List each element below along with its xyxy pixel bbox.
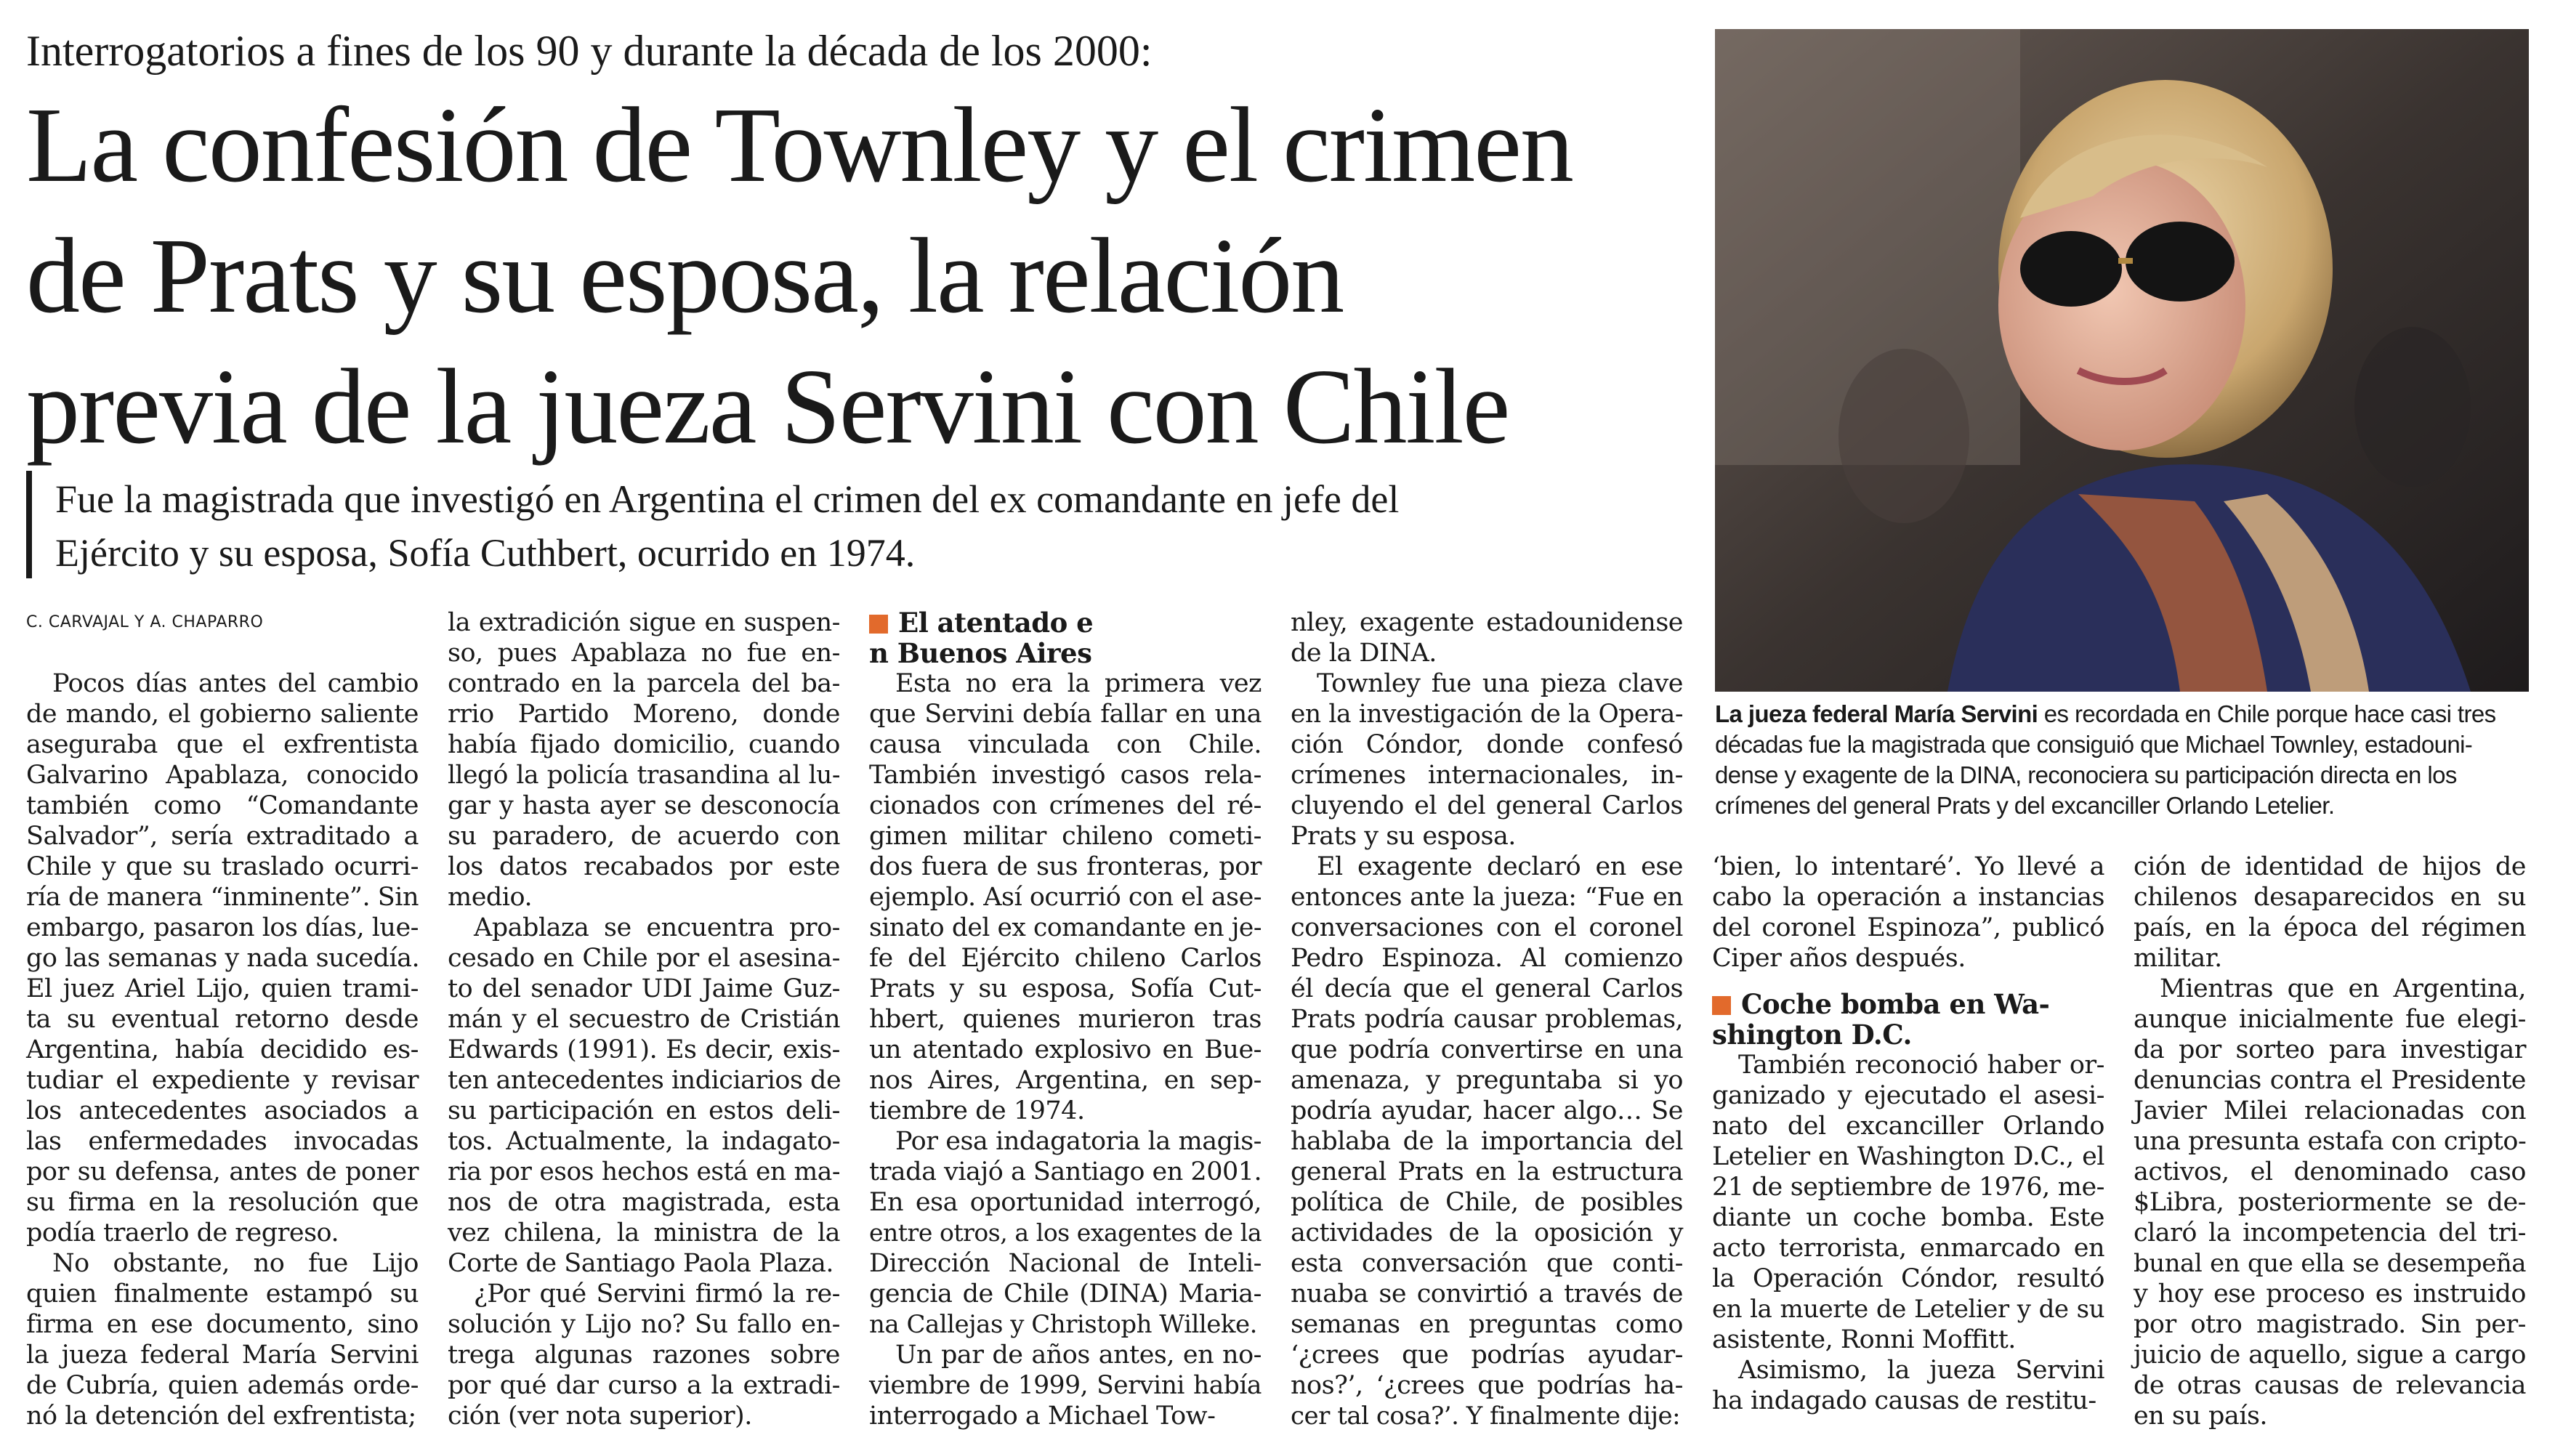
text-line: nos?’, ‘¿crees que podrías ha-	[1291, 1371, 1683, 1400]
text-line: juicio de aquello, sigue a cargo	[2134, 1340, 2526, 1370]
text-line: hablaba de la importancia del	[1291, 1127, 1683, 1156]
text-line: podría ayudar, hacer algo… Se	[1291, 1096, 1683, 1125]
text-line: de Cubría, quien además orde-	[26, 1371, 419, 1400]
text-line: Prats y su esposa, Sofía Cut-	[869, 974, 1262, 1003]
column-3-text	[869, 668, 1262, 1431]
text-line: También reconoció haber or-	[1738, 1051, 2104, 1080]
caption-line: décadas fue la magistrada que consiguió que Michael Townley, estadouni-	[1715, 731, 2473, 758]
text-line: su paradero, de acuerdo con	[448, 822, 840, 851]
text-line: su participación en estos deli-	[448, 1096, 840, 1125]
text-line: ción (ver nota superior).	[448, 1402, 752, 1431]
text-line: amenaza, y preguntaba si yo	[1291, 1066, 1683, 1095]
text-line: Edwards (1991). Es decir, exis-	[448, 1035, 840, 1064]
headline-line: previa de la jueza Servini con Chile	[26, 347, 1509, 466]
text-line: militar.	[2134, 944, 2222, 973]
text-line: actividades de la oposición y	[1291, 1218, 1683, 1247]
text-line: Por esa indagatoria la magis-	[895, 1127, 1262, 1156]
text-line: ejemplo. Así ocurrió con el ase-	[869, 883, 1262, 912]
text-line: chilenos desaparecidos en su	[2134, 883, 2526, 912]
text-line: Chile y que su traslado ocurri-	[26, 852, 419, 881]
column-2-text	[448, 607, 840, 1431]
caption-text: es recordada en Chile porque hace casi tres	[2038, 700, 2496, 727]
text-line: El exagente declaró en ese	[1317, 852, 1683, 881]
text-line: cabo la operación a instancias	[1712, 883, 2104, 912]
subhead-rule	[26, 471, 32, 578]
photo-caption	[1715, 699, 2536, 821]
text-line: había fijado domicilio, cuando	[448, 730, 840, 759]
text-line: mán y el secuestro de Cristián	[448, 1005, 840, 1034]
section-title: El atentado e	[869, 607, 1262, 638]
text-line: trada viajó a Santiago en 2001.	[869, 1157, 1262, 1186]
text-line: trega algunas razones sobre	[448, 1340, 840, 1370]
caption-line: dense y exagente de la DINA, reconociera su participación directa en los	[1715, 761, 2457, 788]
text-line: ría de manera “inminente”. Sin	[26, 883, 419, 912]
column-5-text-a	[1712, 852, 2104, 974]
subhead-line: Fue la magistrada que investigó en Argentina el crimen del ex comandante en jefe del	[55, 477, 1400, 521]
text-line: en la muerte de Letelier y de su	[1712, 1295, 2104, 1324]
text-line: cionados con crímenes del ré-	[869, 791, 1262, 820]
text-line: medio.	[448, 883, 533, 912]
text-line: llegó la policía trasandina al lu-	[448, 761, 840, 790]
text-line: El juez Ariel Lijo, quien trami-	[26, 974, 419, 1003]
article-photo	[1715, 29, 2529, 692]
column-6-text	[2134, 852, 2526, 1431]
text-line: 21 de septiembre de 1976, me-	[1712, 1173, 2104, 1202]
section-marker-icon	[1712, 996, 1731, 1015]
text-line: Salvador”, sería extraditado a	[26, 822, 419, 851]
text-line: fe del Ejército chileno Carlos	[869, 944, 1262, 973]
column-3	[869, 607, 1262, 1431]
text-line: ‘bien, lo intentaré’. Yo llevé a	[1712, 852, 2104, 881]
section-title-line: shington D.C.	[1712, 1019, 1912, 1051]
text-line: solución y Lijo no? Su fallo en-	[448, 1310, 840, 1339]
text-line: En esa oportunidad interrogó,	[869, 1188, 1262, 1217]
text-line: del coronel Espinoza”, publicó	[1712, 913, 2104, 942]
column-6	[2134, 852, 2526, 1431]
text-line: Esta no era la primera vez	[895, 669, 1262, 698]
text-line: Galvarino Apablaza, conocido	[26, 761, 419, 790]
text-line: ta su eventual retorno desde	[26, 1005, 419, 1034]
text-line: y hoy ese proceso es instruido	[2134, 1279, 2526, 1309]
headline-line: La confesión de Townley y el crimen	[26, 86, 1573, 205]
text-line: él decía que el general Carlos	[1291, 974, 1683, 1003]
section-title: Coche bomba en Wa-	[1712, 989, 2104, 1019]
column-4	[1291, 607, 1683, 1431]
text-line: Letelier en Washington D.C., el	[1712, 1142, 2104, 1171]
text-line: sinato del ex comandante en je-	[869, 913, 1262, 942]
text-line: da por sorteo para investigar	[2134, 1035, 2526, 1064]
headline	[26, 80, 1698, 472]
text-line: ción Cóndor, donde confesó	[1291, 730, 1683, 759]
text-line: los datos recabados por este	[448, 852, 840, 881]
text-line: No obstante, no fue Lijo	[52, 1249, 419, 1278]
text-line: los antecedentes asociados a	[26, 1096, 419, 1125]
kicker: Interrogatorios a fines de los 90 y durante la década de los 2000:	[26, 27, 1153, 75]
text-line: dos fuera de sus fronteras, por	[869, 852, 1262, 881]
text-line: también como “Comandante	[26, 791, 419, 820]
text-line: Ciper años después.	[1712, 944, 1966, 973]
column-1	[26, 607, 419, 1431]
column-5-text-b	[1712, 1050, 2104, 1416]
text-line: de la DINA.	[1291, 639, 1437, 668]
text-line: su firma en la resolución que	[26, 1188, 419, 1217]
text-line: por su defensa, antes de poner	[26, 1157, 419, 1186]
text-line: tos. Actualmente, la indagato-	[448, 1127, 840, 1156]
text-line: tudiar el expediente y revisar	[26, 1066, 419, 1095]
column-4-text	[1291, 607, 1683, 1431]
text-line: vez chilena, la ministra de la	[448, 1218, 840, 1247]
text-line: entre otros, a los exagentes de la	[869, 1218, 1262, 1247]
text-line: Argentina, había decidido es-	[26, 1035, 419, 1064]
photo-portrait-icon	[1715, 29, 2529, 692]
text-line: bunal en que ella se desempeña	[2134, 1249, 2526, 1278]
text-line: conversaciones con el coronel	[1291, 913, 1683, 942]
text-line: ción de identidad de hijos de	[2134, 852, 2526, 881]
text-line: Mientras que en Argentina,	[2160, 974, 2526, 1003]
text-line: nley, exagente estadounidense	[1291, 608, 1683, 637]
text-line: esta conversación que conti-	[1291, 1249, 1683, 1278]
text-line: país, en la época del régimen	[2134, 913, 2526, 942]
text-line: Pocos días antes del cambio	[52, 669, 419, 698]
text-line: denuncias contra el Presidente	[2134, 1066, 2526, 1095]
text-line: Asimismo, la jueza Servini	[1738, 1356, 2104, 1385]
text-line: política de Chile, de posibles	[1291, 1188, 1683, 1217]
text-line: interrogado a Michael Tow-	[869, 1402, 1216, 1431]
text-line: aseguraba que el exfrentista	[26, 730, 419, 759]
text-line: por qué dar curso a la extradi-	[448, 1371, 840, 1400]
text-line: nos de otra magistrada, esta	[448, 1188, 840, 1217]
text-line: Townley fue una pieza clave	[1317, 669, 1683, 698]
text-line: gencia de Chile (DINA) Maria-	[869, 1279, 1262, 1309]
text-line: embargo, pasaron los días, lue-	[26, 913, 419, 942]
text-line: hbert, quienes murieron tras	[869, 1005, 1262, 1034]
byline: C. CARVAJAL Y A. CHAPARRO	[26, 613, 264, 631]
column-1-text	[26, 668, 419, 1431]
text-line: en su país.	[2134, 1402, 2268, 1431]
text-line: to del senador UDI Jaime Guz-	[448, 974, 840, 1003]
text-line: causa vinculada con Chile.	[869, 730, 1262, 759]
text-line: la extradición sigue en suspen-	[448, 608, 840, 637]
text-line: viembre de 1999, Servini había	[869, 1371, 1262, 1400]
text-line: activos, el denominado caso	[2134, 1157, 2526, 1186]
text-line: de otras causas de relevancia	[2134, 1371, 2526, 1400]
text-line: que podría convertirse en una	[1291, 1035, 1683, 1064]
text-line: rrio Partido Moreno, donde	[448, 700, 840, 729]
text-line: las enfermedades invocadas	[26, 1127, 419, 1156]
column-2	[448, 607, 840, 1431]
section-title-line: n Buenos Aires	[869, 637, 1092, 669]
section-marker-icon	[869, 615, 888, 634]
text-line: aunque inicialmente fue elegi-	[2134, 1005, 2526, 1034]
text-line: Un par de años antes, en no-	[895, 1340, 1262, 1370]
subhead-line: Ejército y su esposa, Sofía Cuthbert, ocurrido en 1974.	[55, 531, 916, 575]
text-line: podía traerlo de regreso.	[26, 1218, 339, 1247]
subhead	[55, 472, 1683, 580]
text-line: Prats y su esposa.	[1291, 822, 1516, 851]
text-line: nuaba se convirtió a través de	[1291, 1279, 1683, 1309]
text-line: cesado en Chile por el asesina-	[448, 944, 840, 973]
text-line: contrado en la parcela del ba-	[448, 669, 840, 698]
text-line: Prats podría causar problemas,	[1291, 1005, 1683, 1034]
text-line: nos Aires, Argentina, en sep-	[869, 1066, 1262, 1095]
text-line: so, pues Apablaza no fue en-	[448, 639, 840, 668]
text-line: en la investigación de la Opera-	[1291, 700, 1683, 729]
text-line: ¿Por qué Servini firmó la re-	[474, 1279, 840, 1309]
text-line: un atentado explosivo en Bue-	[869, 1035, 1262, 1064]
caption-line: crímenes del general Prats y del excanciller Orlando Letelier.	[1715, 792, 2335, 819]
text-line: ganizado y ejecutado el asesi-	[1712, 1081, 2104, 1110]
text-line: $Libra, posteriormente se de-	[2134, 1188, 2526, 1217]
text-line: gar y hasta ayer se desconocía	[448, 791, 840, 820]
text-line: una presunta estafa con cripto-	[2134, 1127, 2527, 1156]
text-line: cer tal cosa?’. Y finalmente dije:	[1291, 1402, 1681, 1431]
text-line: gimen militar chileno cometi-	[869, 822, 1262, 851]
text-line: asistente, Ronni Moffitt.	[1712, 1325, 2016, 1354]
text-line: la jueza federal María Servini	[26, 1340, 419, 1370]
text-line: ten antecedentes indiciarios de	[448, 1066, 841, 1095]
text-line: Pedro Espinoza. Al comienzo	[1291, 944, 1683, 973]
column-5	[1712, 852, 2104, 1416]
text-line: claró la incompetencia del tri-	[2134, 1218, 2526, 1247]
text-line: acto terrorista, enmarcado en	[1712, 1234, 2104, 1263]
text-line: la Operación Cóndor, resultó	[1712, 1264, 2104, 1293]
caption-bold: La jueza federal María Servini	[1715, 700, 2038, 727]
text-line: ‘¿crees que podrías ayudar-	[1291, 1340, 1683, 1370]
text-line: general Prats en la estructura	[1291, 1157, 1683, 1186]
text-line: semanas en preguntas como	[1291, 1310, 1683, 1339]
text-line: go las semanas y nada sucedía.	[26, 944, 420, 973]
text-line: firma en ese documento, sino	[26, 1310, 419, 1339]
text-line: También investigó casos rela-	[869, 761, 1262, 790]
text-line: Dirección Nacional de Inteli-	[869, 1249, 1262, 1278]
text-line: entonces ante la jueza: “Fue en	[1291, 883, 1683, 912]
text-line: quien finalmente estampó su	[26, 1279, 419, 1309]
text-line: ria por esos hechos está en ma-	[448, 1157, 840, 1186]
text-line: de mando, el gobierno saliente	[26, 700, 419, 729]
text-line: tiembre de 1974.	[869, 1096, 1085, 1125]
text-line: Corte de Santiago Paola Plaza.	[448, 1249, 833, 1278]
text-line: que Servini debía fallar en una	[869, 700, 1262, 729]
text-line: ha indagado causas de restitu-	[1712, 1386, 2096, 1415]
text-line: na Callejas y Christoph Willeke.	[869, 1310, 1257, 1339]
text-line: por otro magistrado. Sin per-	[2134, 1310, 2526, 1339]
text-line: crímenes internacionales, in-	[1291, 761, 1683, 790]
text-line: nato del excanciller Orlando	[1712, 1112, 2104, 1141]
text-line: cluyendo el del general Carlos	[1291, 791, 1683, 820]
text-line: Javier Milei relacionadas con	[2134, 1096, 2526, 1125]
text-line: Apablaza se encuentra pro-	[474, 913, 840, 942]
text-line: nó la detención del exfrentista;	[26, 1402, 416, 1431]
headline-line: de Prats y su esposa, la relación	[26, 217, 1344, 336]
text-line: diante un coche bomba. Este	[1712, 1203, 2104, 1232]
